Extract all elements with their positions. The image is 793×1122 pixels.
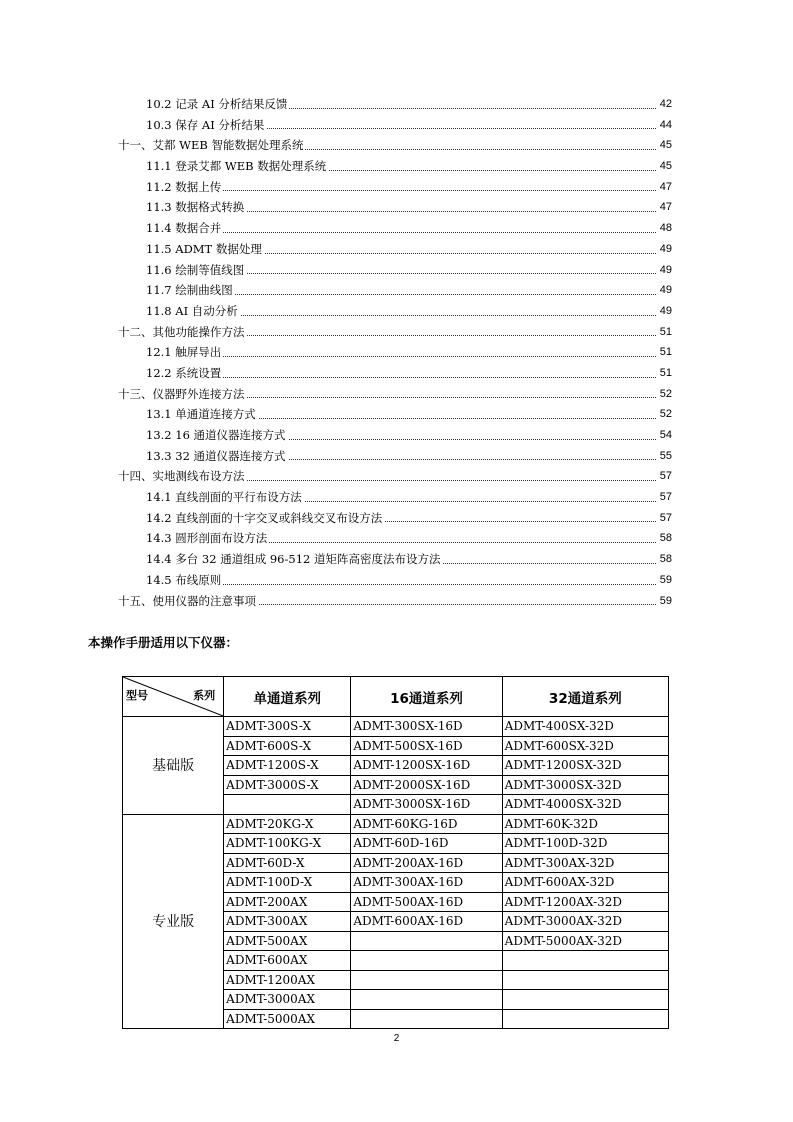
page-number: 2	[393, 1033, 400, 1044]
toc-entry-page: 58	[656, 549, 672, 570]
toc-entry-title: 十五、使用仪器的注意事项	[118, 591, 258, 612]
corner-label-series: 系列	[193, 689, 216, 702]
model-cell: ADMT-60D-X	[224, 853, 351, 873]
toc-entry-title: 10.3 保存 AI 分析结果	[146, 115, 266, 136]
toc-entry-page: 49	[656, 280, 672, 301]
toc-entry-page: 57	[656, 508, 672, 529]
toc-entry-title: 11.8 AI 自动分析	[146, 301, 240, 322]
toc-entry[interactable]	[0, 549, 793, 570]
edition-cell: 基础版	[123, 717, 224, 815]
model-cell: ADMT-3000SX-16D	[351, 795, 502, 815]
model-cell	[502, 951, 668, 971]
toc-entry-title: 14.3 圆形剖面布设方法	[146, 528, 269, 549]
toc-entry-title: 十一、艾都 WEB 智能数据处理系统	[118, 135, 305, 156]
model-cell: ADMT-60KG-16D	[351, 814, 502, 834]
toc-entry-title: 11.3 数据格式转换	[146, 197, 246, 218]
model-cell: ADMT-500AX	[224, 931, 351, 951]
model-table-header-row	[123, 677, 669, 717]
model-cell: ADMT-60K-32D	[502, 814, 668, 834]
toc-entry-title: 10.2 记录 AI 分析结果反馈	[146, 94, 289, 115]
model-cell: ADMT-400SX-32D	[502, 717, 668, 737]
toc-entry-page: 55	[656, 446, 672, 467]
toc-entry-page: 59	[656, 570, 672, 591]
model-cell: ADMT-3000AX-32D	[502, 912, 668, 932]
toc-entry-page: 49	[656, 239, 672, 260]
model-cell: ADMT-3000S-X	[224, 775, 351, 795]
toc-entry-title: 11.2 数据上传	[146, 177, 223, 198]
toc-entry-title: 11.6 绘制等值线图	[146, 260, 246, 281]
toc-entry-title: 14.5 布线原则	[146, 570, 223, 591]
model-cell: ADMT-1200SX-16D	[351, 756, 502, 776]
toc-entry-title: 13.1 单通道连接方式	[146, 404, 258, 425]
toc-entry-page: 49	[656, 260, 672, 281]
header-single-channel: 单通道系列	[224, 677, 351, 717]
model-cell: ADMT-300SX-16D	[351, 717, 502, 737]
toc-dot-leader	[146, 357, 668, 378]
toc-entry-page: 48	[656, 218, 672, 239]
toc-entry-title: 11.7 绘制曲线图	[146, 280, 235, 301]
toc-entry-page: 58	[656, 528, 672, 549]
model-cell	[502, 1009, 668, 1029]
toc-entry-page: 49	[656, 301, 672, 322]
toc-entry-title: 十四、实地测线布设方法	[118, 466, 247, 487]
toc-entry-page: 42	[656, 94, 672, 115]
table-row	[123, 717, 669, 737]
model-cell: ADMT-3000AX	[224, 990, 351, 1010]
toc-entry[interactable]	[0, 591, 793, 612]
toc-entry-page: 47	[656, 177, 672, 198]
model-cell: ADMT-600AX-32D	[502, 873, 668, 893]
model-cell: ADMT-1200SX-32D	[502, 756, 668, 776]
header-16-channel: 16通道系列	[351, 677, 502, 717]
model-cell: ADMT-3000SX-32D	[502, 775, 668, 795]
model-cell: ADMT-100D-32D	[502, 834, 668, 854]
model-table	[122, 676, 669, 1029]
model-cell	[351, 931, 502, 951]
toc-entry-page: 51	[656, 322, 672, 343]
model-cell: ADMT-600AX	[224, 951, 351, 971]
model-cell: ADMT-600S-X	[224, 736, 351, 756]
toc-entry-page: 54	[656, 425, 672, 446]
model-cell: ADMT-300AX-16D	[351, 873, 502, 893]
toc-entry-title: 14.2 直线剖面的十字交叉或斜线交叉布设方法	[146, 508, 384, 529]
model-cell: ADMT-60D-16D	[351, 834, 502, 854]
toc-entry-page: 44	[656, 115, 672, 136]
toc-entry-title: 十三、仪器野外连接方法	[118, 384, 247, 405]
table-corner-cell	[123, 677, 224, 717]
model-cell: ADMT-200AX-16D	[351, 853, 502, 873]
toc-entry-title: 11.4 数据合并	[146, 218, 223, 239]
model-cell	[502, 990, 668, 1010]
model-cell: ADMT-1200AX-32D	[502, 892, 668, 912]
model-cell: ADMT-500AX-16D	[351, 892, 502, 912]
toc-entry-page: 51	[656, 342, 672, 363]
model-cell: ADMT-5000AX-32D	[502, 931, 668, 951]
table-row	[123, 814, 669, 834]
toc-entry-title: 十二、其他功能操作方法	[118, 322, 247, 343]
toc-entry-page: 47	[656, 197, 672, 218]
model-cell: ADMT-300S-X	[224, 717, 351, 737]
toc-entry-title: 11.1 登录艾都 WEB 数据处理系统	[146, 156, 328, 177]
toc-entry-page: 52	[656, 404, 672, 425]
toc-entry-page: 52	[656, 384, 672, 405]
model-cell: ADMT-1200S-X	[224, 756, 351, 776]
model-cell	[502, 970, 668, 990]
model-cell: ADMT-5000AX	[224, 1009, 351, 1029]
toc-entry-title: 12.1 触屏导出	[146, 342, 223, 363]
toc-entry-page: 45	[656, 135, 672, 156]
model-cell: ADMT-4000SX-32D	[502, 795, 668, 815]
corner-label-model: 型号	[126, 689, 148, 702]
toc-entry-title: 13.2 16 通道仪器连接方式	[146, 425, 288, 446]
edition-cell: 专业版	[123, 814, 224, 1029]
model-cell: ADMT-600AX-16D	[351, 912, 502, 932]
model-cell	[351, 1009, 502, 1029]
model-cell: ADMT-20KG-X	[224, 814, 351, 834]
applies-heading: 本操作手册适用以下仪器：	[88, 635, 239, 650]
toc-entry-title: 11.5 ADMT 数据处理	[146, 239, 264, 260]
toc-entry-page: 59	[656, 591, 672, 612]
table-of-contents	[0, 94, 793, 611]
toc-entry-title: 14.1 直线剖面的平行布设方法	[146, 487, 304, 508]
model-cell: ADMT-1200AX	[224, 970, 351, 990]
header-32-channel: 32通道系列	[502, 677, 668, 717]
model-cell	[224, 795, 351, 815]
model-cell	[351, 951, 502, 971]
model-cell: ADMT-300AX	[224, 912, 351, 932]
toc-entry-title: 13.3 32 通道仪器连接方式	[146, 446, 288, 467]
model-cell: ADMT-300AX-32D	[502, 853, 668, 873]
model-cell: ADMT-100D-X	[224, 873, 351, 893]
model-cell: ADMT-200AX	[224, 892, 351, 912]
model-cell: ADMT-100KG-X	[224, 834, 351, 854]
toc-entry-page: 51	[656, 363, 672, 384]
toc-entry-title: 12.2 系统设置	[146, 363, 223, 384]
model-cell	[351, 990, 502, 1010]
model-cell	[351, 970, 502, 990]
model-cell: ADMT-500SX-16D	[351, 736, 502, 756]
toc-entry-title: 14.4 多台 32 通道组成 96-512 道矩阵高密度法布设方法	[146, 549, 442, 570]
toc-entry-page: 57	[656, 466, 672, 487]
toc-entry-page: 57	[656, 487, 672, 508]
model-cell: ADMT-600SX-32D	[502, 736, 668, 756]
toc-entry-page: 45	[656, 156, 672, 177]
model-cell: ADMT-2000SX-16D	[351, 775, 502, 795]
